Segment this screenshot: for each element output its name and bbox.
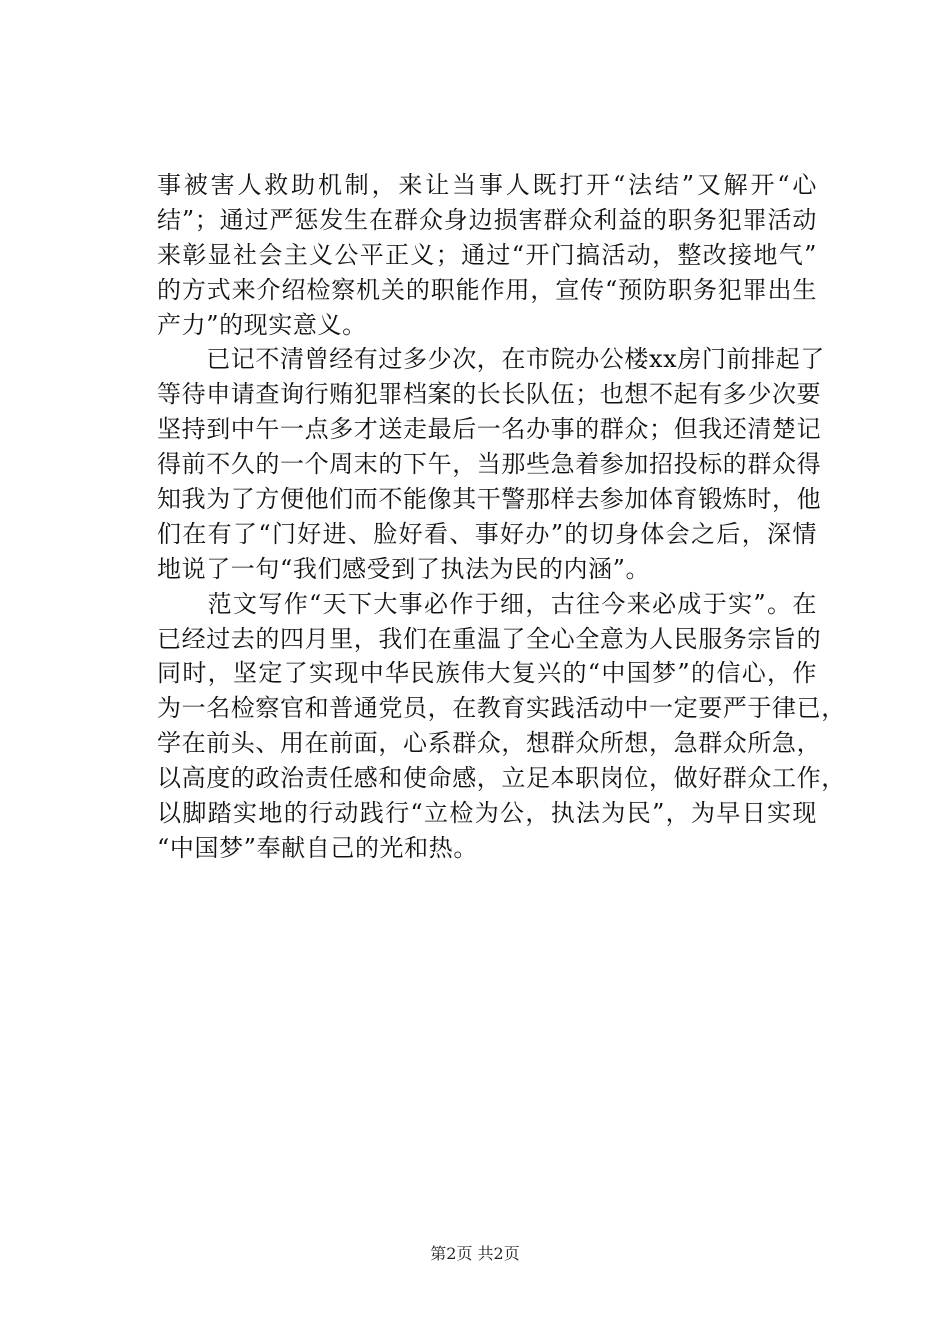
text-line: 事被害人救助机制，来让当事人既打开“法结”又解开“心 <box>157 171 817 199</box>
text-line: 产力”的现实意义。 <box>157 310 367 339</box>
document-body <box>157 168 846 866</box>
text-line: 以脚踏实地的行动践行“立检为公，执法为民”，为早日实现 <box>157 799 817 828</box>
text-line: 已经过去的四月里，我们在重温了全心全意为人民服务宗旨的 <box>157 624 822 653</box>
text-line: 地说了一句“我们感受到了执法为民的内涵”。 <box>157 554 651 583</box>
text-line: 来彰显社会主义公平正义；通过“开门搞活动，整改接地气” <box>157 240 817 269</box>
text-line: 范文写作“天下大事必作于细，古往今来必成于实”。在 <box>157 589 817 618</box>
text-line: 们在有了“门好进、脸好看、事好办”的切身体会之后，深情 <box>157 519 817 548</box>
text-line: 学在前头、用在前面，心系群众，想群众所想，急群众所急， <box>157 729 822 758</box>
text-line: 同时，坚定了实现中华民族伟大复兴的“中国梦”的信心，作 <box>157 659 817 688</box>
text-line: “中国梦”奉献自己的光和热。 <box>157 833 478 862</box>
text-line: 坚持到中午一点多才送走最后一名办事的群众；但我还清楚记 <box>157 415 822 444</box>
text-line: 得前不久的一个周末的下午，当那些急着参加招投标的群众得 <box>157 450 822 479</box>
text-line: 已记不清曾经有过多少次，在市院办公楼xx房门前排起了 <box>157 345 825 374</box>
text-line: 等待申请查询行贿犯罪档案的长长队伍；也想不起有多少次要 <box>157 380 822 409</box>
text-line: 知我为了方便他们而不能像其干警那样去参加体育锻炼时，他 <box>157 485 822 514</box>
text-line: 结”；通过严惩发生在群众身边损害群众利益的职务犯罪活动 <box>157 205 817 234</box>
page-number-footer: 第2页 共2页 <box>430 1244 520 1263</box>
text-line: 为一名检察官和普通党员，在教育实践活动中一定要严于律已， <box>157 694 846 723</box>
text-line: 的方式来介绍检察机关的职能作用，宣传“预防职务犯罪出生 <box>157 275 817 304</box>
text-line: 以高度的政治责任感和使命感，立足本职岗位，做好群众工作， <box>157 764 846 793</box>
